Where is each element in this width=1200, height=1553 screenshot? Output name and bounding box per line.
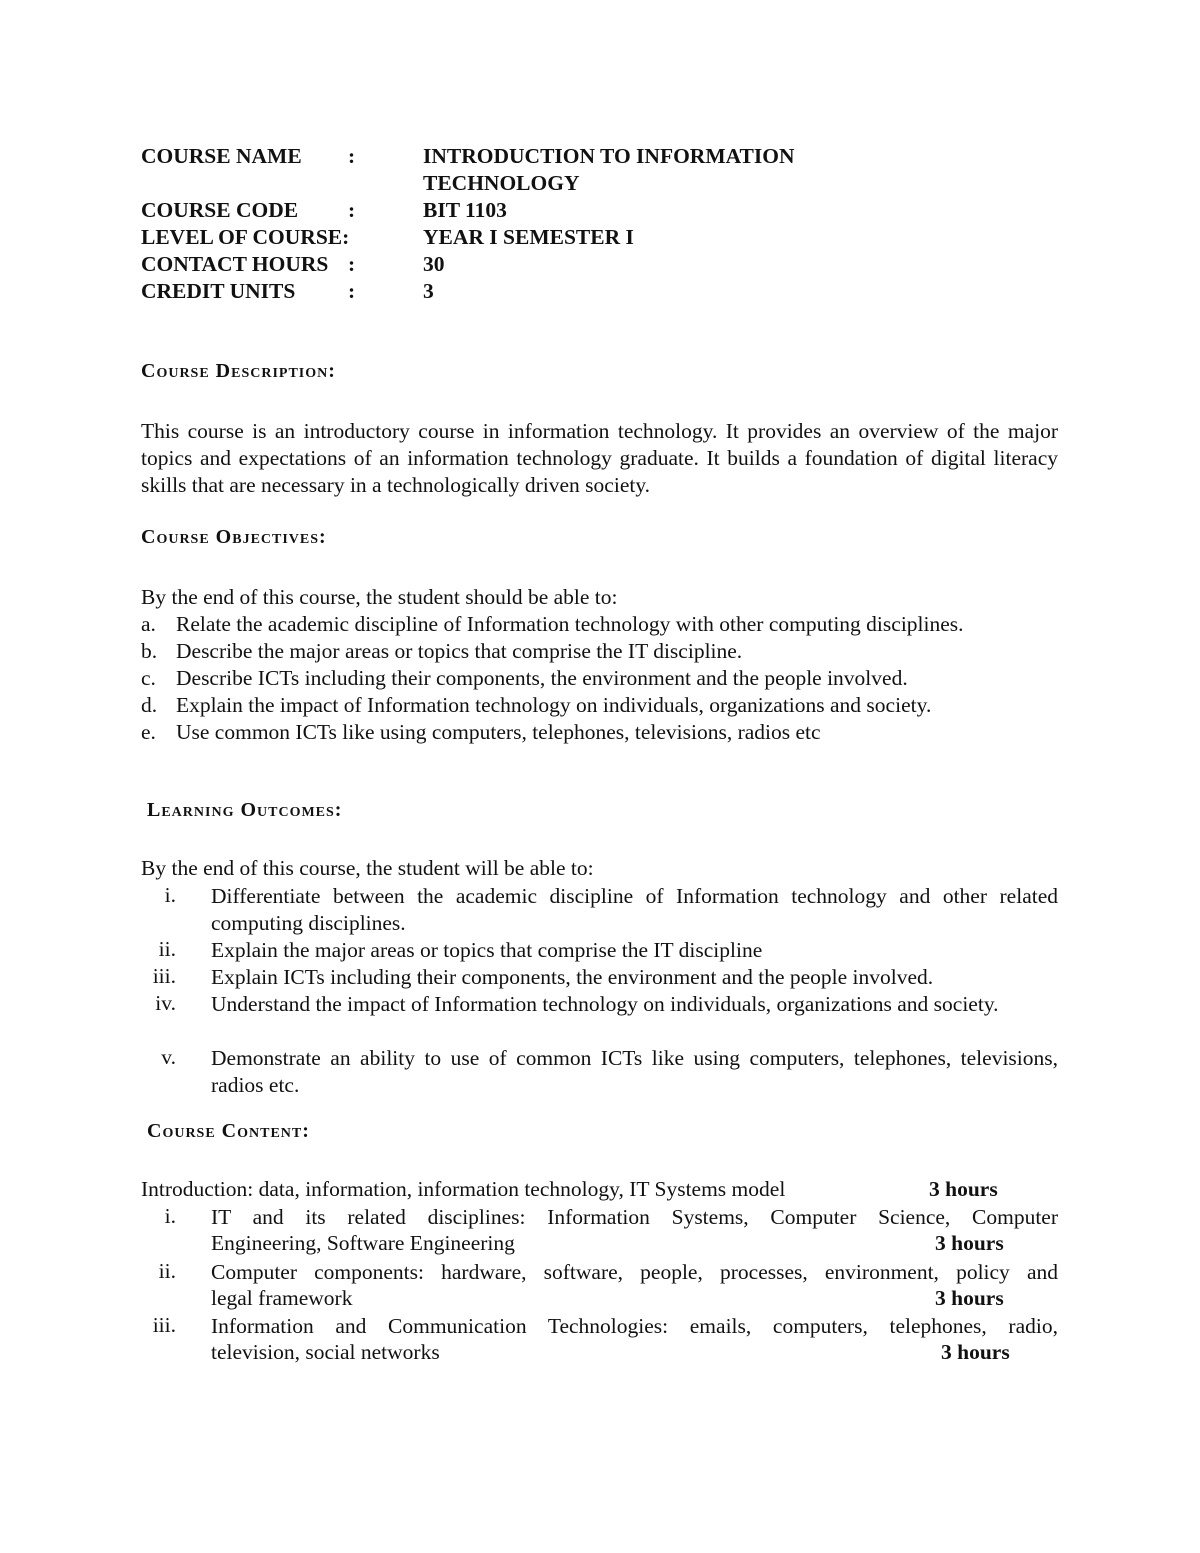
course-code-label: COURSE CODE [141,198,299,222]
list-item-text-line2: Engineering, Software Engineering [211,1231,515,1255]
list-marker: i. [164,1204,176,1228]
list-marker: i. [164,883,176,907]
credit-units-colon: : [348,279,356,303]
list-marker: v. [161,1045,176,1069]
list-item-text-line2: legal framework [211,1286,353,1310]
level-of-course-value: YEAR I SEMESTER I [423,225,634,249]
course-name-value-line2: TECHNOLOGY [423,171,580,195]
list-marker: ii. [158,937,176,961]
content-intro-text: Introduction: data, information, information technology, IT Systems model [141,1177,786,1201]
learning-outcomes-heading: Learning Outcomes: [147,799,343,821]
outcomes-intro: By the end of this course, the student will be able to: [141,856,594,880]
course-name-value: INTRODUCTION TO INFORMATION [423,144,795,168]
list-marker: b. [141,639,158,663]
list-item-text: Explain ICTs including their components, the environment and the people involved. [211,965,934,989]
course-name-label: COURSE NAME [141,144,302,168]
list-marker: a. [141,612,156,636]
list-item-hours: 3 hours [935,1231,1004,1255]
list-item-text: Describe ICTs including their components, the environment and the people involved. [176,666,908,690]
list-marker: iv. [155,991,176,1015]
list-marker: iii. [152,964,176,988]
list-marker: c. [141,666,156,690]
list-item-text: Computer components: hardware, software, people, processes, environment, policy and [211,1260,1058,1284]
course-objectives-heading: Course Objectives: [141,526,327,548]
course-content-heading: Course Content: [147,1120,310,1142]
objectives-intro: By the end of this course, the student should be able to: [141,585,618,609]
list-marker: iii. [152,1313,176,1337]
list-marker: e. [141,720,156,744]
list-marker: d. [141,693,158,717]
list-item-text: Describe the major areas or topics that comprise the IT discipline. [176,639,743,663]
list-item-text: Explain the impact of Information technology on individuals, organizations and society. [176,693,932,717]
list-item-text: Relate the academic discipline of Information technology with other computing disciplines. [176,612,964,636]
course-description-heading: Course Description: [141,360,336,382]
contact-hours-value: 30 [423,252,445,276]
list-item-text: Explain the major areas or topics that comprise the IT discipline [211,938,763,962]
list-item-text: Differentiate between the academic discipline of Information technology and other related computing disciplines. [211,884,1058,935]
contact-hours-colon: : [348,252,356,276]
list-item-text: Information and Communication Technologies: emails, computers, telephones, radio, [211,1314,1058,1338]
credit-units-value: 3 [423,279,434,303]
list-item-text: Use common ICTs like using computers, telephones, televisions, radios etc [176,720,821,744]
list-item-text: Demonstrate an ability to use of common ICTs like using computers, telephones, televisions, radios etc. [211,1046,1058,1097]
list-item-text: Understand the impact of Information technology on individuals, organizations and society. [211,992,999,1016]
list-item-text-line2: television, social networks [211,1340,440,1364]
list-item-hours: 3 hours [935,1286,1004,1310]
level-of-course-label: LEVEL OF COURSE: [141,225,350,249]
course-code-colon: : [348,198,356,222]
course-name-colon: : [348,144,356,168]
list-item-text: IT and its related disciplines: Information Systems, Computer Science, Computer [211,1205,1058,1229]
content-intro-hours: 3 hours [929,1177,998,1201]
contact-hours-label: CONTACT HOURS [141,252,329,276]
list-item-hours: 3 hours [941,1340,1010,1364]
course-code-value: BIT 1103 [423,198,507,222]
credit-units-label: CREDIT UNITS [141,279,296,303]
course-description-text: This course is an introductory course in information technology. It provides an overview of the major topics and expectations of an information technology graduate. It builds a foundation of digital literacy skills that are necessary in a technologically driven society. [141,419,1058,497]
list-marker: ii. [158,1259,176,1283]
